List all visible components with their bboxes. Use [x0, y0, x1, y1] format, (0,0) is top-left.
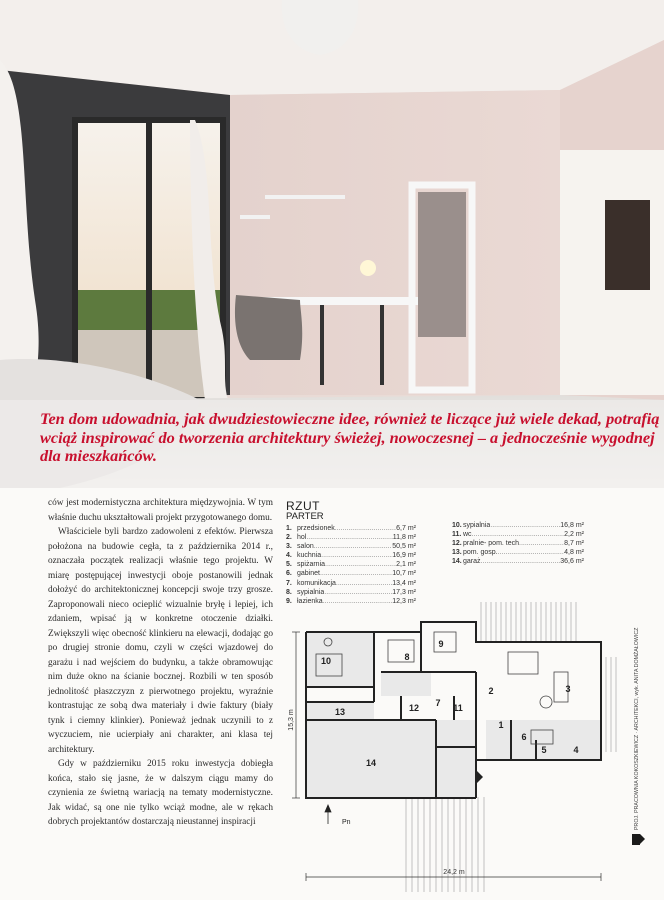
room-list-left	[286, 524, 416, 606]
room-row	[286, 579, 416, 588]
room-area: 17,3 m²	[392, 588, 416, 596]
room-label: 6	[521, 732, 527, 742]
room-label: 1	[498, 720, 504, 730]
room-label: 14	[365, 758, 377, 768]
room-label: 9	[438, 639, 444, 649]
room-row	[452, 548, 584, 557]
room-name: kuchnia	[297, 552, 322, 560]
room-list-right	[452, 521, 584, 566]
pull-quote: Ten dom udowadnia, jak dwudziestowieczne idee, również te liczące już wiele dekad, potrafią wciąż inspirować do tworzenia architektury świeżej, nowoczesnej – a jednocześnie wygodnej dla mieszkańców.	[40, 409, 660, 465]
room-area: 11,8 m²	[392, 534, 416, 542]
dimension-vertical: 15,3 m	[288, 709, 295, 731]
room-number: 2.	[286, 534, 292, 542]
room-area: 6,7 m²	[396, 525, 416, 532]
room-label: 12	[408, 703, 420, 713]
plan-subtitle: PARTER	[286, 511, 324, 522]
room-name: pralnie- pom. tech	[463, 540, 520, 548]
room-label: 5	[541, 745, 547, 755]
room-name: salon	[297, 543, 314, 551]
room-name: garaż	[463, 558, 481, 566]
entrance-label: Pn	[342, 819, 351, 826]
room-row	[286, 524, 416, 533]
north-arrow	[325, 805, 351, 826]
room-number: 14.	[452, 558, 462, 566]
article-text	[48, 496, 273, 830]
dimension-horizontal: 24,2 m	[443, 869, 465, 876]
plan-title: RZUT	[286, 499, 320, 513]
room-label: 11	[453, 703, 463, 713]
room-area: 36,6 m²	[560, 558, 584, 566]
room-row	[286, 542, 416, 551]
room-name: pom. gosp.	[463, 549, 498, 557]
room-row	[452, 521, 584, 530]
room-number: 12.	[452, 540, 462, 548]
room-label: 2	[488, 686, 494, 696]
room-area: 13,4 m²	[392, 579, 416, 587]
room-area: 2,2 m²	[564, 531, 584, 539]
room-area: 10,7 m²	[392, 570, 416, 578]
room-label: 10	[320, 656, 332, 666]
article-paragraph: Właściciele byli bardzo zadowoleni z efektów. Pierwsza położona na budowie cegła, ta z października 2014 r., oznaczała początek realizacji właśnie tego projektu. W miarę postępującej inwestycji oboje postanowili jednak dołożyć do architektonicznej koncepcji swoje trzy grosze. Zaproponowali nieco ocieplić wizualnie bryłę i lepiej, ich zdaniem, wpisać ją w konkretne otoczenie działki. Zwiększyli więc obecność klinkieru na elewacji, dodając go po drugiej stronie domu, czyli w części wjazdowej do garażu i nad wejściem do budynku, a także obramowując nim duże okno na ścianie bocznej. Rozbili w ten sposób jednolitość płaszczyzn z pierwotnego projektu, wyraźnie kontrastując ze sobą dwa materiały i dwie faktury (biały tynk i ciemny klinkier). Ponieważ jednak uczynili to z wyczuciem, nie ucierpiały ani charakter, ani klasa tej architektury.	[48, 527, 273, 755]
room-row	[286, 560, 416, 569]
room-number: 3.	[286, 543, 292, 551]
room-area: 2,1 m²	[396, 561, 416, 569]
room-name: łazienka	[297, 597, 323, 605]
room-area: 16,8 m²	[560, 522, 584, 529]
room-number: 13.	[452, 549, 462, 557]
room-row	[452, 530, 584, 539]
room-name: sypialnia	[297, 588, 325, 596]
room-label: 8	[404, 652, 410, 662]
room-number: 9.	[286, 597, 292, 605]
page-end-mark-icon	[632, 834, 640, 845]
room-number: 11.	[452, 531, 462, 539]
room-area: 4,8 m²	[564, 549, 584, 557]
room-row	[286, 588, 416, 597]
room-label: 13	[334, 707, 346, 717]
room-row	[286, 569, 416, 578]
photo-credit: PROJ. PRACOWNIA KOKOSZKIEWICZ · ARCHITEKCI, wyk. ANITA DOMŻAŁOWICZ	[634, 627, 640, 830]
room-name: wc	[463, 531, 472, 539]
room-row	[452, 539, 584, 548]
room-number: 4.	[286, 552, 292, 560]
room-label: 4	[573, 745, 579, 755]
room-label: 3	[565, 684, 571, 694]
article-paragraph: ców jest modernistyczna architektura międzywojnia. W tym właśnie duchu ukształtowali projekt przygotowanego domu.	[48, 498, 273, 523]
article-paragraph: Gdy w październiku 2015 roku inwestycja dobiegła końca, stało się jasne, że w dalszym ciągu mamy do czynienia ze świetną wariacją na tematy modernistyczne. Jak widać, są one nie tylko wciąż modne, ale w rękach dobrych projektantów dostarczają nieustannej inspiracji	[48, 759, 273, 827]
room-name: sypialnia	[463, 522, 491, 529]
room-row	[286, 533, 416, 542]
room-label: 7	[435, 698, 441, 708]
room-area: 8,7 m²	[564, 540, 584, 548]
room-name: przedsionek	[297, 525, 335, 532]
room-name: komunikacja	[297, 579, 336, 587]
room-area: 50,5 m²	[392, 543, 416, 551]
room-area: 16,9 m²	[392, 552, 416, 560]
floor-plan	[286, 602, 626, 892]
room-row	[286, 551, 416, 560]
room-area: 12,3 m²	[392, 597, 416, 605]
room-number: 6.	[286, 570, 292, 578]
room-row	[452, 557, 584, 566]
room-number: 8.	[286, 588, 292, 596]
entrance-arrow-icon	[476, 770, 483, 784]
room-name: spiżarnia	[297, 561, 326, 569]
room-number: 1.	[286, 525, 292, 532]
room-name: hol	[297, 534, 307, 542]
room-name: gabinet	[297, 570, 320, 578]
room-number: 10.	[452, 522, 462, 529]
room-number: 7.	[286, 579, 292, 587]
room-number: 5.	[286, 561, 292, 569]
